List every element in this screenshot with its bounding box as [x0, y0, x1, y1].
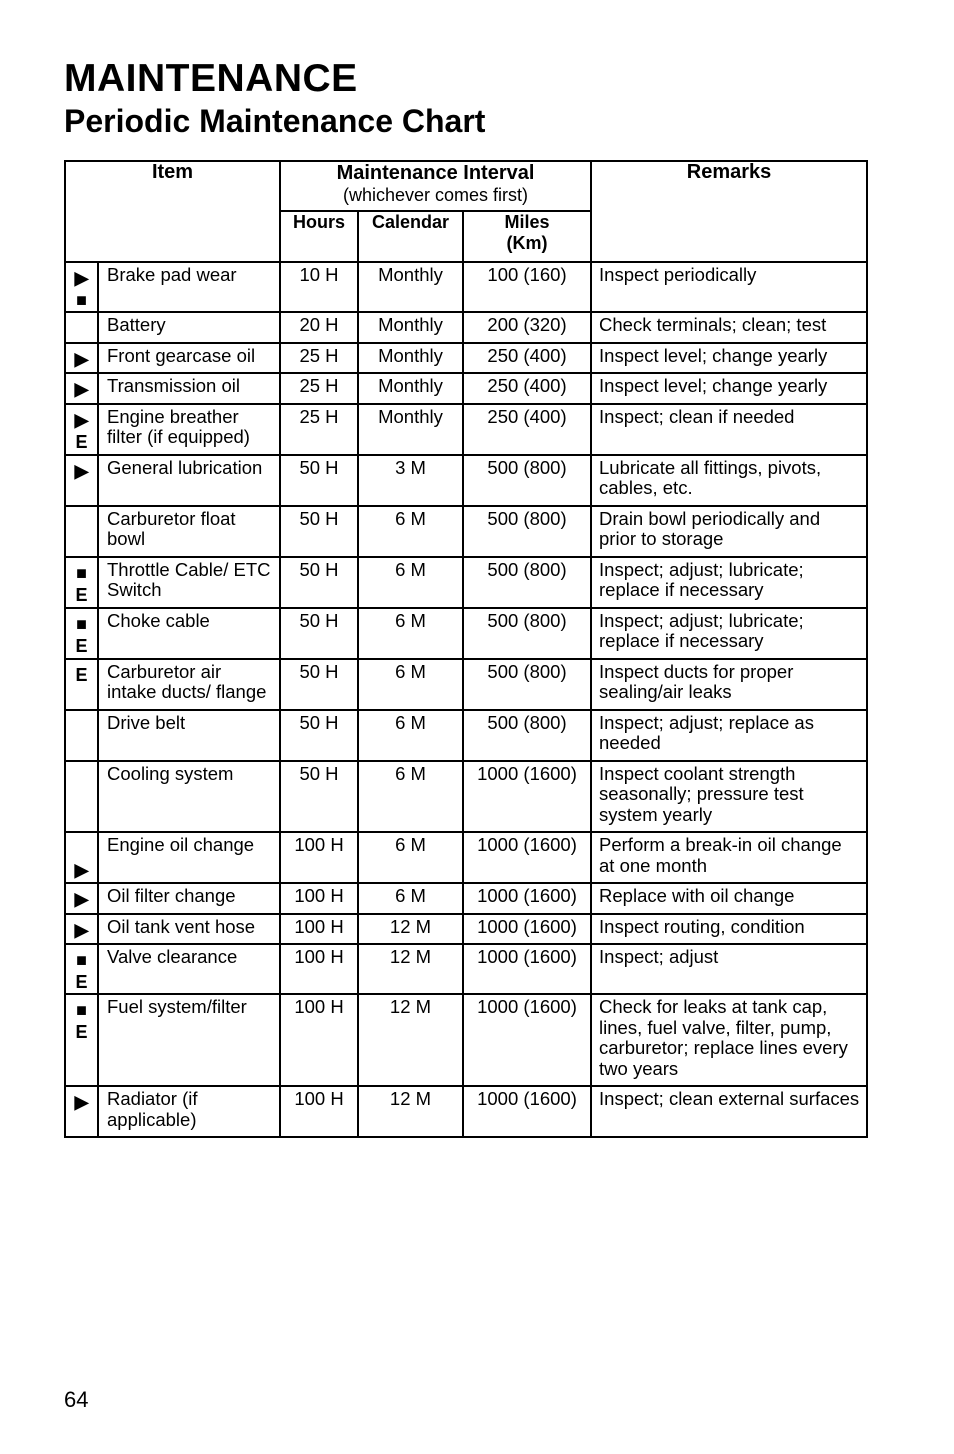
- cell-remarks: Inspect; adjust: [591, 944, 867, 994]
- square-icon: ■: [76, 1000, 87, 1020]
- cell-item: Cooling system: [98, 761, 280, 833]
- cell-miles: 500 (800): [463, 557, 591, 608]
- row-symbols: [65, 312, 98, 343]
- cell-remarks: Inspect; clean if needed: [591, 404, 867, 455]
- table-row: [65, 944, 867, 994]
- cell-item: General lubrication: [98, 455, 280, 506]
- cell-hours: 100 H: [280, 944, 358, 994]
- cell-calendar: 12 M: [358, 994, 463, 1086]
- cell-hours: 25 H: [280, 404, 358, 455]
- cell-miles: 1000 (1600): [463, 994, 591, 1086]
- emission-e-icon: E: [75, 1022, 88, 1042]
- header-calendar: Calendar: [358, 211, 463, 262]
- cell-item: Choke cable: [98, 608, 280, 659]
- triangle-right-icon: ▶: [74, 1092, 89, 1112]
- row-symbols: [65, 506, 98, 557]
- cell-calendar: Monthly: [358, 404, 463, 455]
- cell-miles: 1000 (1600): [463, 761, 591, 833]
- row-symbols: [65, 404, 98, 455]
- cell-remarks: Inspect routing, condition: [591, 914, 867, 945]
- row-symbols: [65, 914, 98, 945]
- cell-item: Oil tank vent hose: [98, 914, 280, 945]
- cell-calendar: 6 M: [358, 557, 463, 608]
- cell-hours: 50 H: [280, 557, 358, 608]
- cell-item: Valve clearance: [98, 944, 280, 994]
- cell-remarks: Replace with oil change: [591, 883, 867, 914]
- cell-miles: 1000 (1600): [463, 1086, 591, 1137]
- header-miles-label: Miles: [504, 212, 550, 232]
- triangle-right-icon: ▶: [74, 889, 89, 909]
- cell-calendar: 6 M: [358, 710, 463, 761]
- cell-miles: 1000 (1600): [463, 832, 591, 883]
- cell-item: Engine breather filter (if equipped): [98, 404, 280, 455]
- row-symbols: [65, 455, 98, 506]
- cell-remarks: Perform a break-in oil change at one month: [591, 832, 867, 883]
- table-row: [65, 373, 867, 404]
- page-title: MAINTENANCE: [64, 57, 358, 100]
- cell-item: Front gearcase oil: [98, 343, 280, 374]
- triangle-right-icon: ▶: [74, 919, 89, 940]
- cell-hours: 50 H: [280, 659, 358, 710]
- cell-hours: 20 H: [280, 312, 358, 343]
- emission-e-icon: E: [75, 431, 88, 452]
- cell-miles: 500 (800): [463, 659, 591, 710]
- cell-hours: 25 H: [280, 373, 358, 404]
- cell-remarks: Check for leaks at tank cap, lines, fuel valve, filter, pump, carburetor; replace lines every two years: [591, 994, 867, 1086]
- triangle-right-icon: ▶: [74, 409, 89, 430]
- header-interval-note: (whichever comes first): [342, 185, 529, 205]
- cell-remarks: Inspect level; change yearly: [591, 343, 867, 374]
- table-row: [65, 608, 867, 659]
- cell-miles: 500 (800): [463, 710, 591, 761]
- row-symbols: [65, 343, 98, 374]
- square-icon: ■: [76, 950, 87, 970]
- cell-miles: 250 (400): [463, 343, 591, 374]
- cell-hours: 10 H: [280, 262, 358, 312]
- cell-hours: 100 H: [280, 994, 358, 1086]
- cell-remarks: Inspect coolant strength seasonally; pressure test system yearly: [591, 761, 867, 833]
- square-icon: ■: [76, 562, 87, 583]
- cell-calendar: 6 M: [358, 832, 463, 883]
- cell-hours: 100 H: [280, 832, 358, 883]
- triangle-right-icon: ▶: [74, 460, 89, 481]
- table-row: [65, 883, 867, 914]
- table-row: [65, 710, 867, 761]
- cell-miles: 1000 (1600): [463, 883, 591, 914]
- cell-calendar: 6 M: [358, 608, 463, 659]
- cell-hours: 50 H: [280, 608, 358, 659]
- cell-item: Brake pad wear: [98, 262, 280, 312]
- cell-miles: 1000 (1600): [463, 944, 591, 994]
- cell-calendar: 3 M: [358, 455, 463, 506]
- cell-miles: 250 (400): [463, 404, 591, 455]
- cell-item: Engine oil change: [98, 832, 280, 883]
- cell-item: Oil filter change: [98, 883, 280, 914]
- page-subtitle: Periodic Maintenance Chart: [64, 103, 486, 139]
- row-symbols: [65, 659, 98, 710]
- emission-e-icon: E: [75, 635, 88, 656]
- cell-remarks: Drain bowl periodically and prior to storage: [591, 506, 867, 557]
- cell-miles: 200 (320): [463, 312, 591, 343]
- row-symbols: [65, 761, 98, 833]
- cell-remarks: Inspect ducts for proper sealing/air leaks: [591, 659, 867, 710]
- cell-miles: 100 (160): [463, 262, 591, 312]
- table-row: [65, 312, 867, 343]
- cell-calendar: 6 M: [358, 506, 463, 557]
- cell-remarks: Inspect; clean external surfaces: [591, 1086, 867, 1137]
- table-row: [65, 1086, 867, 1137]
- row-symbols: [65, 262, 98, 312]
- table-row: [65, 455, 867, 506]
- cell-item: Carburetor air intake ducts/ flange: [98, 659, 280, 710]
- row-symbols: [65, 710, 98, 761]
- row-symbols: [65, 608, 98, 659]
- cell-remarks: Lubricate all fittings, pivots, cables, etc.: [591, 455, 867, 506]
- cell-miles: 500 (800): [463, 455, 591, 506]
- maintenance-chart-table: [64, 160, 868, 1138]
- cell-item: Radiator (if applicable): [98, 1086, 280, 1137]
- cell-remarks: Inspect periodically: [591, 262, 867, 312]
- cell-hours: 50 H: [280, 761, 358, 833]
- cell-remarks: Inspect; adjust; replace as needed: [591, 710, 867, 761]
- triangle-right-icon: ▶: [74, 860, 89, 880]
- triangle-right-icon: ▶: [74, 379, 89, 399]
- table-row: [65, 262, 867, 312]
- emission-e-icon: E: [75, 664, 88, 685]
- table-row: [65, 761, 867, 833]
- cell-hours: 50 H: [280, 506, 358, 557]
- header-miles: [463, 211, 591, 262]
- emission-e-icon: E: [75, 584, 88, 605]
- cell-hours: 50 H: [280, 710, 358, 761]
- triangle-right-icon: ▶: [74, 268, 89, 288]
- cell-calendar: Monthly: [358, 262, 463, 312]
- cell-item: Transmission oil: [98, 373, 280, 404]
- table-row: [65, 994, 867, 1086]
- table-row: [65, 914, 867, 945]
- cell-item: Battery: [98, 312, 280, 343]
- table-row: [65, 404, 867, 455]
- cell-hours: 25 H: [280, 343, 358, 374]
- row-symbols: [65, 832, 98, 883]
- page-number: 64: [64, 1387, 89, 1412]
- header-item: Item: [65, 161, 280, 262]
- square-icon: ■: [76, 290, 87, 310]
- table-row: [65, 343, 867, 374]
- cell-item: Drive belt: [98, 710, 280, 761]
- cell-miles: 500 (800): [463, 506, 591, 557]
- square-icon: ■: [76, 613, 87, 634]
- triangle-right-icon: ▶: [74, 348, 89, 369]
- row-symbols: [65, 883, 98, 914]
- emission-e-icon: E: [75, 972, 88, 992]
- cell-item: Fuel system/filter: [98, 994, 280, 1086]
- header-hours: Hours: [280, 211, 358, 262]
- cell-calendar: Monthly: [358, 373, 463, 404]
- cell-hours: 50 H: [280, 455, 358, 506]
- cell-miles: 250 (400): [463, 373, 591, 404]
- cell-calendar: Monthly: [358, 312, 463, 343]
- cell-miles: 1000 (1600): [463, 914, 591, 945]
- symbol-spacer: [66, 837, 97, 859]
- table-row: [65, 659, 867, 710]
- header-remarks: Remarks: [591, 161, 867, 262]
- cell-hours: 100 H: [280, 883, 358, 914]
- cell-remarks: Inspect level; change yearly: [591, 373, 867, 404]
- cell-miles: 500 (800): [463, 608, 591, 659]
- cell-calendar: 12 M: [358, 944, 463, 994]
- cell-calendar: 6 M: [358, 883, 463, 914]
- cell-remarks: Inspect; adjust; lubricate; replace if necessary: [591, 557, 867, 608]
- header-km-label: (Km): [506, 233, 548, 253]
- cell-calendar: 12 M: [358, 1086, 463, 1137]
- cell-calendar: 6 M: [358, 761, 463, 833]
- table-row: [65, 832, 867, 883]
- cell-hours: 100 H: [280, 1086, 358, 1137]
- row-symbols: [65, 994, 98, 1086]
- table-row: [65, 506, 867, 557]
- chart-body: [65, 262, 867, 1137]
- header-interval-label: Maintenance Interval: [336, 162, 535, 184]
- cell-remarks: Inspect; adjust; lubricate; replace if necessary: [591, 608, 867, 659]
- cell-calendar: 6 M: [358, 659, 463, 710]
- cell-remarks: Check terminals; clean; test: [591, 312, 867, 343]
- row-symbols: [65, 1086, 98, 1137]
- cell-calendar: Monthly: [358, 343, 463, 374]
- row-symbols: [65, 373, 98, 404]
- cell-calendar: 12 M: [358, 914, 463, 945]
- row-symbols: [65, 944, 98, 994]
- row-symbols: [65, 557, 98, 608]
- cell-item: Throttle Cable/ ETC Switch: [98, 557, 280, 608]
- cell-hours: 100 H: [280, 914, 358, 945]
- header-maintenance-interval: [280, 161, 591, 211]
- cell-item: Carburetor float bowl: [98, 506, 280, 557]
- table-row: [65, 557, 867, 608]
